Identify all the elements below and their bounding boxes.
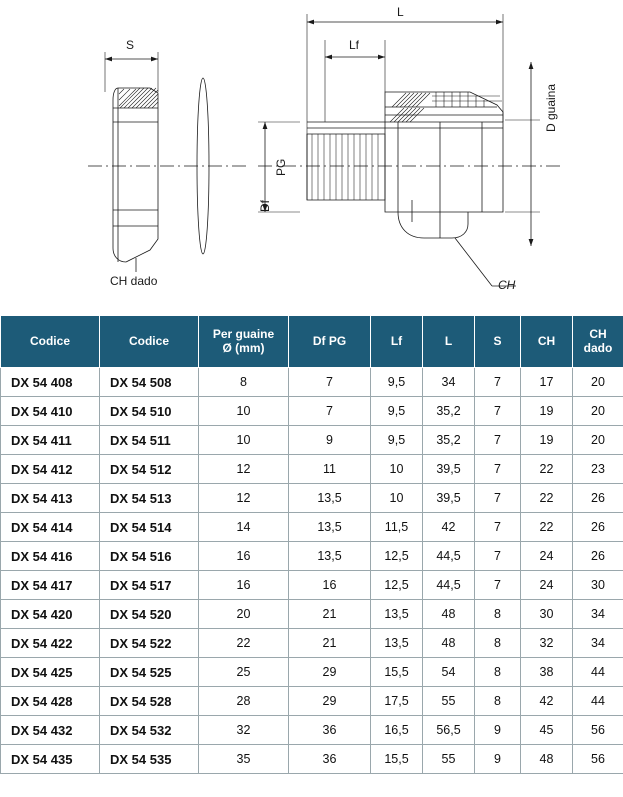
- cell-value: 34: [573, 629, 623, 658]
- cell-value: 35,2: [423, 426, 475, 455]
- cell-value: 17,5: [371, 687, 423, 716]
- cell-value: 20: [199, 600, 289, 629]
- cell-value: 26: [573, 542, 623, 571]
- cell-value: 10: [371, 484, 423, 513]
- cell-value: 7: [475, 368, 521, 397]
- cell-value: 35: [199, 745, 289, 774]
- header-ch-dado-line2: dado: [583, 340, 613, 355]
- cell-value: 8: [475, 629, 521, 658]
- cell-value: 22: [521, 455, 573, 484]
- label-s: S: [126, 38, 135, 52]
- table-row: [1, 426, 623, 455]
- label-d-guaina: D guaina: [544, 83, 558, 132]
- cell-value: 19: [521, 397, 573, 426]
- cell-value: 35,2: [423, 397, 475, 426]
- cell-codice: DX 54 508: [100, 368, 199, 397]
- cell-value: 12: [199, 455, 289, 484]
- cell-codice: DX 54 512: [100, 455, 199, 484]
- cell-value: 12,5: [371, 542, 423, 571]
- cell-value: 14: [199, 513, 289, 542]
- cell-value: 44: [573, 687, 623, 716]
- table-row: [1, 571, 623, 600]
- cell-value: 20: [573, 397, 623, 426]
- cell-value: 9,5: [371, 397, 423, 426]
- cell-value: 48: [423, 629, 475, 658]
- nut-outline: [113, 88, 158, 262]
- cell-value: 24: [521, 571, 573, 600]
- cell-value: 25: [199, 658, 289, 687]
- cell-codice: DX 54 408: [1, 368, 100, 397]
- cell-value: 45: [521, 716, 573, 745]
- cell-codice: DX 54 535: [100, 745, 199, 774]
- label-ch-dado: CH dado: [110, 274, 158, 288]
- cell-value: 24: [521, 542, 573, 571]
- table-row: [1, 716, 623, 745]
- cell-value: 12: [199, 484, 289, 513]
- cell-value: 39,5: [423, 455, 475, 484]
- cell-value: 20: [573, 426, 623, 455]
- cell-value: 7: [289, 397, 371, 426]
- cell-codice: DX 54 425: [1, 658, 100, 687]
- cell-codice: DX 54 513: [100, 484, 199, 513]
- cell-value: 13,5: [371, 629, 423, 658]
- cell-value: 34: [573, 600, 623, 629]
- cell-value: 7: [289, 368, 371, 397]
- cell-value: 15,5: [371, 745, 423, 774]
- cell-codice: DX 54 525: [100, 658, 199, 687]
- cell-value: 7: [475, 484, 521, 513]
- table-row: [1, 513, 623, 542]
- cell-codice: DX 54 413: [1, 484, 100, 513]
- cell-value: 54: [423, 658, 475, 687]
- cell-value: 22: [521, 484, 573, 513]
- header-ch: CH: [521, 316, 573, 368]
- cell-value: 17: [521, 368, 573, 397]
- header-codice-2: Codice: [100, 316, 199, 368]
- cell-value: 44,5: [423, 542, 475, 571]
- cell-value: 8: [475, 600, 521, 629]
- cell-value: 10: [199, 426, 289, 455]
- table-header-row: [1, 316, 623, 368]
- cell-value: 26: [573, 484, 623, 513]
- label-df: Df: [258, 200, 272, 212]
- nut-hatch: [119, 88, 158, 108]
- dim-s: [105, 52, 158, 92]
- cell-value: 36: [289, 745, 371, 774]
- header-s: S: [475, 316, 521, 368]
- cell-value: 7: [475, 513, 521, 542]
- cell-value: 9,5: [371, 426, 423, 455]
- cell-codice: DX 54 420: [1, 600, 100, 629]
- cell-value: 23: [573, 455, 623, 484]
- cell-value: 30: [573, 571, 623, 600]
- cell-value: 30: [521, 600, 573, 629]
- cell-value: 9,5: [371, 368, 423, 397]
- cell-value: 56,5: [423, 716, 475, 745]
- header-ch-dado: [573, 316, 623, 368]
- cell-value: 38: [521, 658, 573, 687]
- cell-value: 8: [199, 368, 289, 397]
- cell-value: 19: [521, 426, 573, 455]
- cell-codice: DX 54 416: [1, 542, 100, 571]
- header-per-guaine-line2: Ø (mm): [222, 340, 265, 355]
- technical-drawing: [0, 0, 623, 315]
- cell-value: 48: [423, 600, 475, 629]
- header-per-guaine: [199, 316, 289, 368]
- cell-value: 10: [199, 397, 289, 426]
- gland-section-upper: [307, 92, 503, 128]
- cell-codice: DX 54 510: [100, 397, 199, 426]
- cell-value: 21: [289, 600, 371, 629]
- cell-value: 36: [289, 716, 371, 745]
- cell-value: 10: [371, 455, 423, 484]
- cell-codice: DX 54 432: [1, 716, 100, 745]
- table-row: [1, 745, 623, 774]
- cell-value: 32: [521, 629, 573, 658]
- cell-value: 29: [289, 658, 371, 687]
- cell-value: 13,5: [289, 542, 371, 571]
- table-row: [1, 687, 623, 716]
- cell-value: 55: [423, 687, 475, 716]
- header-ch-dado-line1: CH: [589, 326, 607, 341]
- cell-value: 16: [199, 571, 289, 600]
- cell-value: 44,5: [423, 571, 475, 600]
- table-row: [1, 397, 623, 426]
- label-pg: PG: [274, 158, 288, 176]
- cell-value: 16: [199, 542, 289, 571]
- header-codice-1: Codice: [1, 316, 100, 368]
- label-lf: Lf: [349, 38, 360, 52]
- cell-value: 13,5: [289, 513, 371, 542]
- table-row: [1, 629, 623, 658]
- cell-value: 39,5: [423, 484, 475, 513]
- cell-value: 21: [289, 629, 371, 658]
- cell-value: 9: [289, 426, 371, 455]
- cell-value: 16,5: [371, 716, 423, 745]
- cell-codice: DX 54 410: [1, 397, 100, 426]
- table-row: [1, 368, 623, 397]
- cell-value: 15,5: [371, 658, 423, 687]
- cell-value: 7: [475, 455, 521, 484]
- cell-codice: DX 54 522: [100, 629, 199, 658]
- cell-codice: DX 54 511: [100, 426, 199, 455]
- table-row: [1, 484, 623, 513]
- cell-value: 22: [521, 513, 573, 542]
- cell-value: 56: [573, 745, 623, 774]
- cell-codice: DX 54 435: [1, 745, 100, 774]
- label-ch: CH: [498, 278, 516, 292]
- cell-codice: DX 54 414: [1, 513, 100, 542]
- cell-value: 28: [199, 687, 289, 716]
- cell-value: 32: [199, 716, 289, 745]
- cell-codice: DX 54 532: [100, 716, 199, 745]
- cell-codice: DX 54 520: [100, 600, 199, 629]
- cell-value: 7: [475, 397, 521, 426]
- cell-codice: DX 54 417: [1, 571, 100, 600]
- dim-l: [307, 14, 503, 135]
- table-body: [1, 368, 623, 774]
- table-row: [1, 455, 623, 484]
- cell-codice: DX 54 516: [100, 542, 199, 571]
- cell-value: 11,5: [371, 513, 423, 542]
- cell-value: 8: [475, 658, 521, 687]
- cell-value: 8: [475, 687, 521, 716]
- drawing-svg: [0, 0, 623, 315]
- cell-value: 13,5: [371, 600, 423, 629]
- cell-value: 44: [573, 658, 623, 687]
- cell-value: 9: [475, 716, 521, 745]
- cell-value: 42: [521, 687, 573, 716]
- cell-codice: DX 54 422: [1, 629, 100, 658]
- cell-value: 29: [289, 687, 371, 716]
- cell-value: 7: [475, 571, 521, 600]
- cell-value: 12,5: [371, 571, 423, 600]
- cell-value: 56: [573, 716, 623, 745]
- cell-value: 55: [423, 745, 475, 774]
- cell-value: 42: [423, 513, 475, 542]
- cell-value: 26: [573, 513, 623, 542]
- cell-value: 11: [289, 455, 371, 484]
- specification-table: [0, 315, 623, 774]
- table-row: [1, 600, 623, 629]
- cell-value: 7: [475, 542, 521, 571]
- cell-value: 20: [573, 368, 623, 397]
- header-l: L: [423, 316, 475, 368]
- cell-value: 7: [475, 426, 521, 455]
- cell-value: 34: [423, 368, 475, 397]
- table-row: [1, 658, 623, 687]
- cell-codice: DX 54 514: [100, 513, 199, 542]
- label-l: L: [397, 5, 404, 19]
- cell-codice: DX 54 412: [1, 455, 100, 484]
- header-df-pg: Df PG: [289, 316, 371, 368]
- cell-value: 22: [199, 629, 289, 658]
- header-lf: Lf: [371, 316, 423, 368]
- gland-body-outline: [307, 122, 503, 212]
- table-row: [1, 542, 623, 571]
- dim-lf: [325, 40, 385, 122]
- cell-value: 16: [289, 571, 371, 600]
- dim-d-guaina: [505, 62, 540, 246]
- gland-section-lower: [398, 200, 468, 238]
- cell-codice: DX 54 517: [100, 571, 199, 600]
- cell-value: 48: [521, 745, 573, 774]
- cell-value: 13,5: [289, 484, 371, 513]
- cell-codice: DX 54 428: [1, 687, 100, 716]
- cell-codice: DX 54 528: [100, 687, 199, 716]
- cell-codice: DX 54 411: [1, 426, 100, 455]
- cell-value: 9: [475, 745, 521, 774]
- header-per-guaine-line1: Per guaine: [212, 326, 275, 341]
